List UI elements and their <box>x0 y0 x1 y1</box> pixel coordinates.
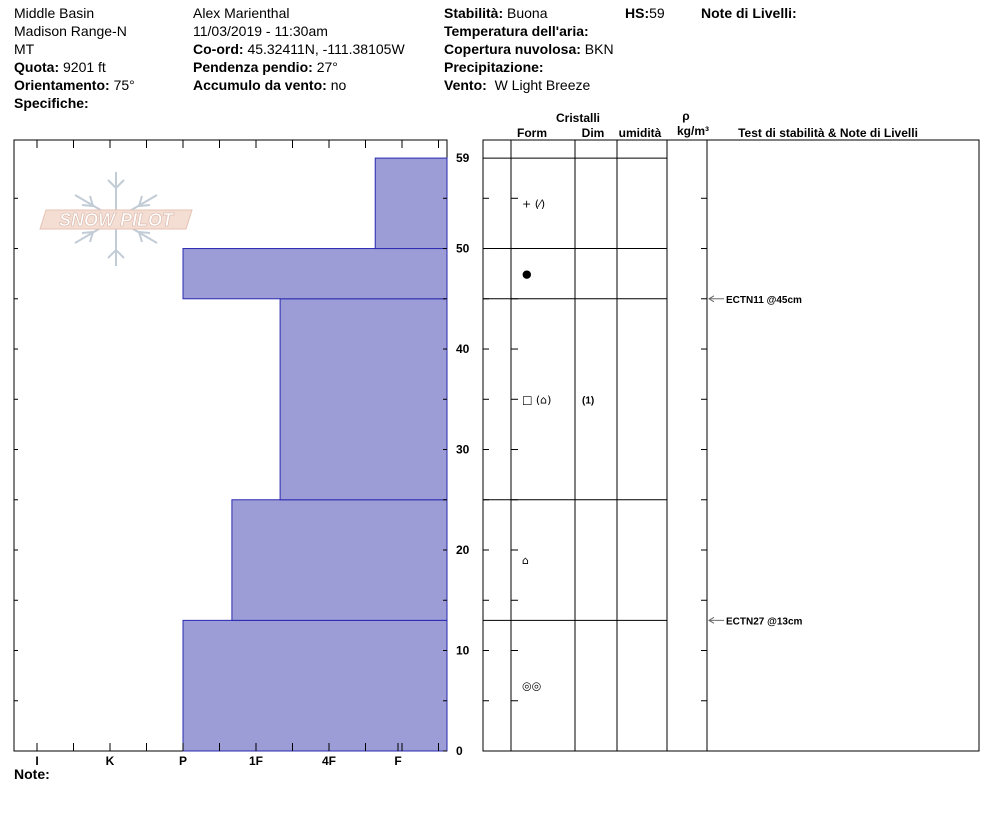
precip-label: Precipitazione: <box>444 59 544 75</box>
logo-text: SNOW PILOT <box>59 210 173 230</box>
specifics-label: Specifiche: <box>14 95 89 111</box>
x-tick-label: F <box>394 754 402 768</box>
wind-load-value: no <box>330 77 347 93</box>
rho-header: ρ <box>682 109 690 123</box>
location: Middle Basin <box>14 5 95 21</box>
table-column-lines <box>511 140 707 751</box>
stability-label: Stabilità: <box>444 5 504 21</box>
y-tick-label: 10 <box>456 643 470 658</box>
cloud-label: Copertura nuvolosa: <box>444 41 581 57</box>
layer-dim-2: (1) <box>582 395 595 407</box>
form-header: Form <box>517 126 547 140</box>
hs-value: 59 <box>649 5 665 21</box>
wind-load-label: Accumulo da vento: <box>193 77 327 93</box>
range: Madison Range-N <box>14 23 127 39</box>
notes-label: Note: <box>14 766 50 782</box>
hardness-bar-2 <box>280 299 447 500</box>
y-tick-label: 40 <box>456 342 470 357</box>
hardness-bar-0 <box>183 620 447 751</box>
test-label-1: ECTN27 @13cm <box>726 616 803 628</box>
y-tick-label: 59 <box>456 151 470 166</box>
cloud-value: BKN <box>584 41 614 57</box>
layer-notes-heading: Note di Livelli: <box>701 5 797 21</box>
coords-label: Co-ord: <box>193 41 244 57</box>
y-tick-label: 50 <box>456 241 470 256</box>
layer-form-0: ◎◎ <box>522 679 542 693</box>
test-label-0: ECTN11 @45cm <box>726 294 802 306</box>
hs-label: HS: <box>625 5 650 21</box>
hardness-bar-4 <box>375 158 447 248</box>
hardness-bars <box>183 158 447 751</box>
y-tick-label: 30 <box>456 442 470 457</box>
crystals-header: Cristalli <box>555 111 601 125</box>
x-tick-label: 1F <box>248 754 264 768</box>
density-header: kg/m³ <box>676 124 710 138</box>
y-tick-label: 20 <box>456 543 470 558</box>
layer-form-1: ⌂ <box>522 554 529 568</box>
y-tick-label: 0 <box>456 744 463 758</box>
wind-value: W Light Breeze <box>494 77 591 93</box>
elevation-label: Quota: <box>14 59 60 75</box>
table-ticks <box>483 198 707 700</box>
stability-tests <box>709 295 803 628</box>
hardness-bar-1 <box>232 500 447 621</box>
hardness-bar-3 <box>183 249 447 299</box>
observer: Alex Marienthal <box>193 5 290 21</box>
aspect-value: 75° <box>113 77 135 93</box>
state: MT <box>14 41 35 57</box>
x-tick-label: K <box>105 754 115 768</box>
x-tick-label: I <box>35 754 39 768</box>
coords-value: 45.32411N, -111.38105W <box>247 41 405 57</box>
layer-form-2: □ (⌂) <box>522 393 552 407</box>
layer-form-4: + (⁄) <box>522 197 546 211</box>
layer-table-frame <box>483 140 979 751</box>
air-temp-label: Temperatura dell'aria: <box>444 23 589 39</box>
x-tick-label: 4F <box>321 754 337 768</box>
dim-header: Dim <box>581 126 605 140</box>
x-tick-label: P <box>178 754 188 768</box>
stability-value: Buona <box>507 5 548 21</box>
wind-label: Vento: <box>444 77 487 93</box>
datetime: 11/03/2019 - 11:30am <box>193 23 328 39</box>
stability-tests-header: Test di stabilità & Note di Livelli <box>738 126 918 140</box>
slope-label: Pendenza pendio: <box>193 59 313 75</box>
snowpilot-logo <box>40 172 192 266</box>
layer-form-3: ● <box>522 267 532 281</box>
elevation-value: 9201 ft <box>63 59 106 75</box>
slope-value: 27° <box>316 59 338 75</box>
moisture-header: umidità <box>618 126 662 140</box>
aspect-label: Orientamento: <box>14 77 110 93</box>
